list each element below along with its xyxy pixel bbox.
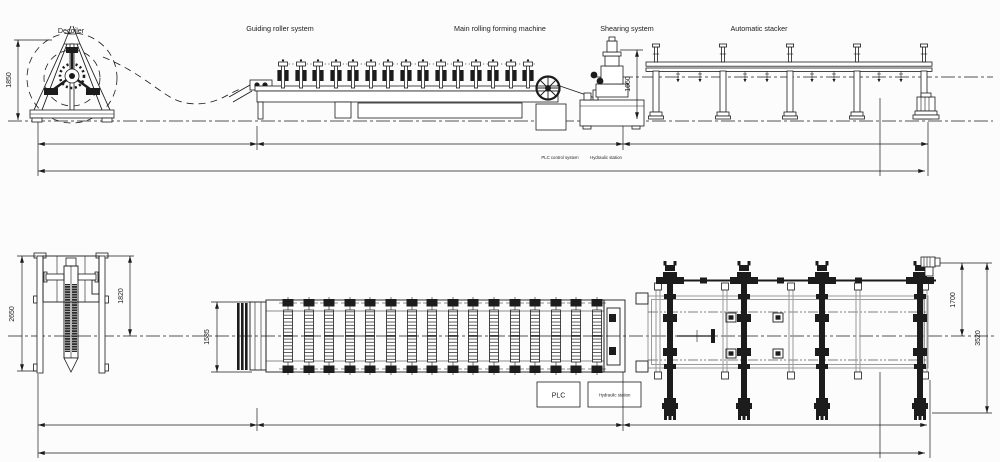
dim-stacker-plan bbox=[932, 263, 992, 413]
shear-press-side bbox=[580, 37, 644, 129]
plc-box-plan bbox=[537, 382, 580, 407]
dim-2650-text: 2650 bbox=[9, 306, 16, 322]
strip-path-dashed bbox=[103, 57, 240, 104]
label-plc-control-system: PLC control system bbox=[541, 155, 579, 160]
stacker-arm bbox=[814, 261, 830, 420]
plan-view-length-dims bbox=[38, 372, 930, 458]
dim-machine-width bbox=[204, 302, 252, 372]
stacker-arm bbox=[662, 261, 678, 420]
hydraulic-box-label: Hydraulic station bbox=[598, 392, 631, 398]
dim-1660-text: 1660 bbox=[625, 76, 632, 92]
decoiler-plan bbox=[34, 253, 109, 373]
dim-1585-text: 1585 bbox=[204, 329, 211, 345]
plc-box-label: PLC bbox=[551, 392, 566, 400]
dim-1700-text: 1700 bbox=[950, 292, 957, 308]
plan-view bbox=[8, 253, 995, 458]
stacker-motor-side bbox=[913, 93, 939, 119]
dim-1820-text: 1820 bbox=[118, 288, 125, 304]
side-elevation-view bbox=[6, 24, 993, 176]
roller-stands-side bbox=[277, 59, 535, 88]
label-hydraulic-station: Hydraulic station bbox=[590, 155, 622, 160]
roller-stations-plan bbox=[279, 297, 606, 375]
stacker-plan bbox=[636, 257, 940, 420]
dim-1850-text: 1850 bbox=[6, 72, 13, 88]
dim-decoiler-plan bbox=[9, 256, 134, 371]
hydraulic-box-plan bbox=[588, 382, 641, 407]
dim-decoiler-height bbox=[6, 40, 52, 120]
machine-bed-side bbox=[255, 86, 560, 119]
stacker-arm bbox=[736, 261, 752, 420]
decoiler-side bbox=[27, 26, 117, 123]
label-automatic-stacker: Automatic stacker bbox=[730, 24, 788, 33]
label-guiding-roller-system: Guiding roller system bbox=[246, 24, 314, 33]
label-decoiler: Decoiler bbox=[57, 26, 85, 35]
label-main-forming-machine: Main rolling forming machine bbox=[454, 24, 546, 33]
dim-3520-text: 3520 bbox=[975, 330, 982, 346]
stacker-side bbox=[646, 44, 939, 119]
label-shearing-system: Shearing system bbox=[600, 24, 654, 33]
